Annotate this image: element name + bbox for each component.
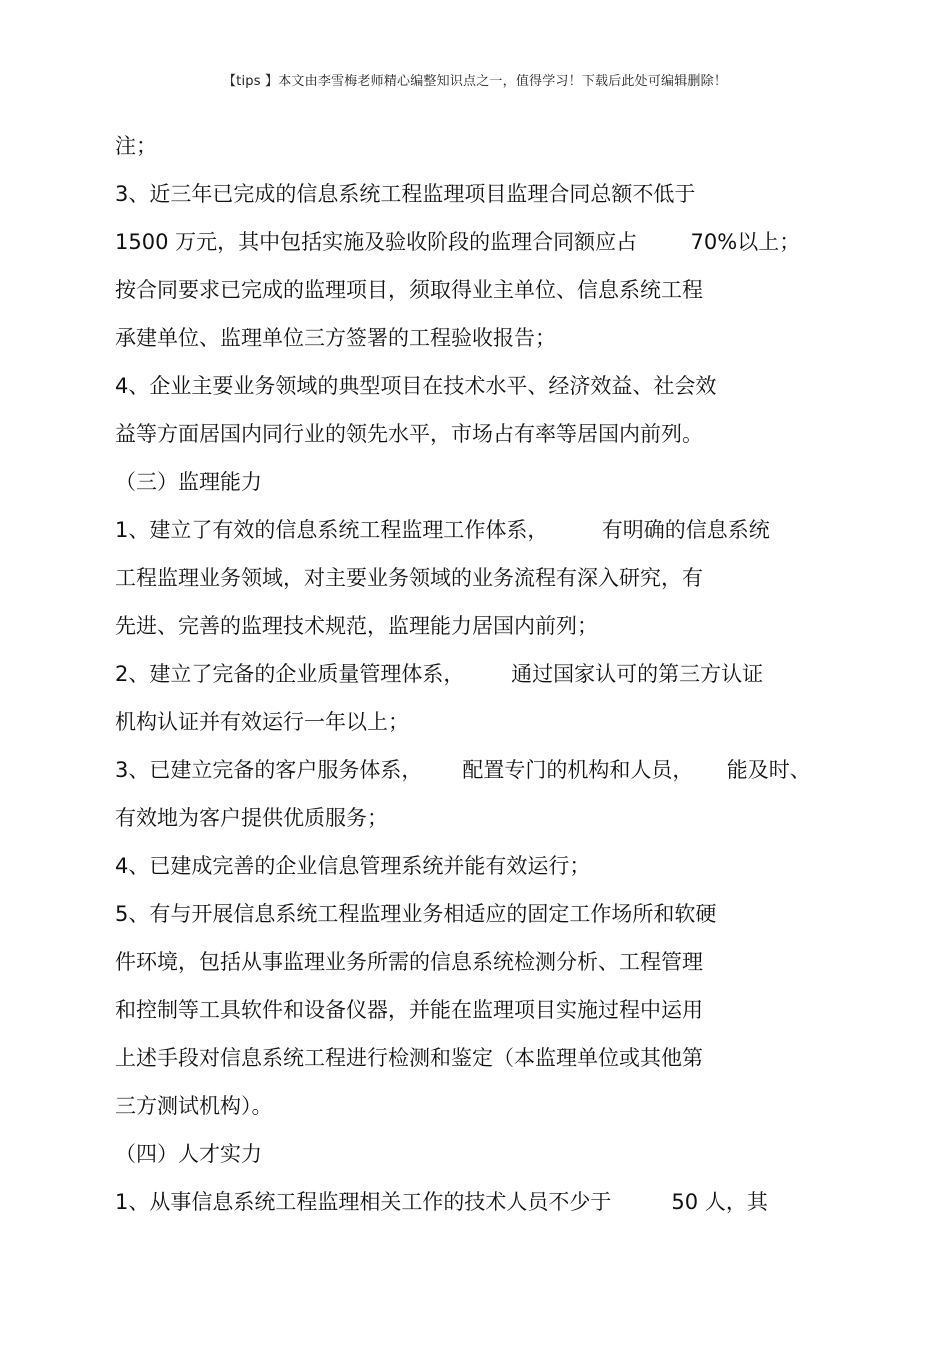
- text-line: 承建单位、监理单位三方签署的工程验收报告；: [115, 326, 556, 350]
- text-line: 益等方面居国内同行业的领先水平，市场占有率等居国内前列。: [115, 422, 703, 446]
- text-line: 2、建立了完备的企业质量管理体系， 通过国家认可的第三方认证: [115, 662, 764, 686]
- text-line: 注；: [115, 134, 157, 158]
- text-line: 先进、完善的监理技术规范，监理能力居国内前列；: [115, 614, 598, 638]
- text-line: 1500 万元，其中包括实施及验收阶段的监理合同额应占 70%以上；: [115, 230, 801, 254]
- text-line: 三方测试机构）。: [115, 1094, 273, 1118]
- text-line: 工程监理业务领域，对主要业务领域的业务流程有深入研究，有: [115, 566, 703, 590]
- text-line: 1、建立了有效的信息系统工程监理工作体系， 有明确的信息系统: [115, 518, 770, 542]
- header-tips: 【tips 】本文由李雪梅老师精心编整知识点之一，值得学习！下载后此处可编辑删除！: [222, 74, 728, 89]
- text-line: 3、近三年已完成的信息系统工程监理项目监理合同总额不低于: [115, 182, 696, 206]
- text-line: 上述手段对信息系统工程进行检测和鉴定（本监理单位或其他第: [115, 1046, 703, 1070]
- text-line: 按合同要求已完成的监理项目，须取得业主单位、信息系统工程: [115, 278, 703, 302]
- text-line: 件环境，包括从事监理业务所需的信息系统检测分析、工程管理: [115, 950, 703, 974]
- text-line: 4、企业主要业务领域的典型项目在技术水平、经济效益、社会效: [115, 374, 717, 398]
- text-line: 1、从事信息系统工程监理相关工作的技术人员不少于 50 人，其: [115, 1190, 768, 1214]
- text-line: 4、已建成完善的企业信息管理系统并能有效运行；: [115, 854, 591, 878]
- section-heading: （三）监理能力: [115, 470, 262, 494]
- text-line: 5、有与开展信息系统工程监理业务相适应的固定工作场所和软硬: [115, 902, 717, 926]
- section-heading: （四）人才实力: [115, 1142, 262, 1166]
- text-line: 有效地为客户提供优质服务；: [115, 806, 388, 830]
- text-line: 和控制等工具软件和设备仪器，并能在监理项目实施过程中运用: [115, 998, 703, 1022]
- text-line: 机构认证并有效运行一年以上；: [115, 710, 409, 734]
- text-line: 3、已建立完备的客户服务体系， 配置专门的机构和人员， 能及时、: [115, 758, 811, 782]
